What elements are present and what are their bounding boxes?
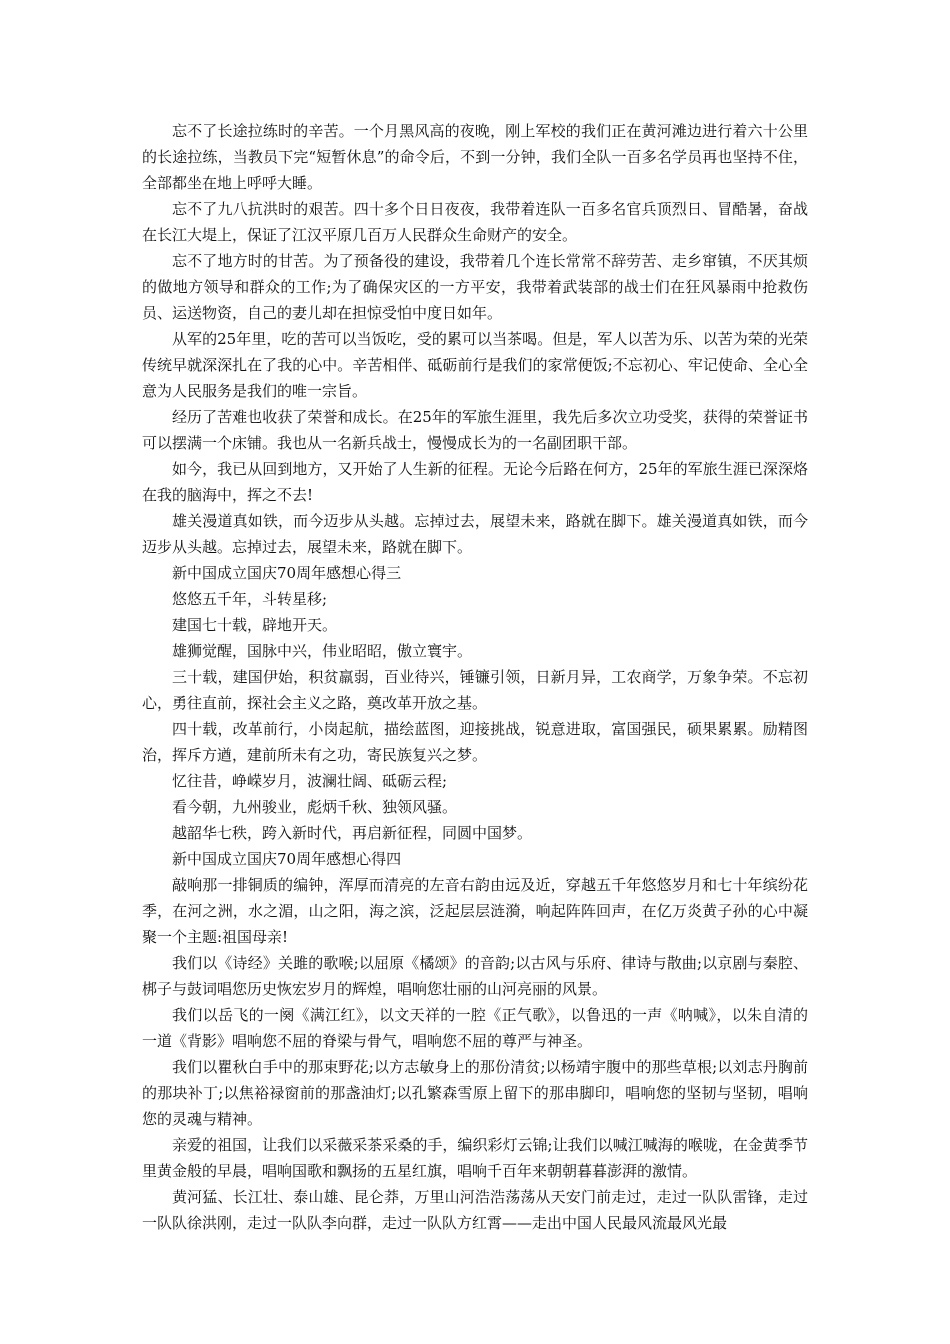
paragraph: 忘不了九八抗洪时的艰苦。四十多个日日夜夜，我带着连队一百多名官兵顶烈日、冒酷暑，奋战在长江大堤上，保证了江汉平原几百万人民群众生命财产的安全。 — [142, 200, 808, 244]
section-heading: 新中国成立国庆70周年感想心得三 — [172, 564, 402, 582]
document-body — [142, 118, 808, 1236]
paragraph: 经历了苦难也收获了荣誉和成长。在25年的军旅生涯里，我先后多次立功受奖，获得的荣誉证书可以摆满一个床铺。我也从一名新兵战士，慢慢成长为的一名副团职干部。 — [142, 408, 808, 452]
paragraph: 我们以瞿秋白手中的那束野花;以方志敏身上的那份清贫;以杨靖宇腹中的那些草根;以刘志丹胸前的那块补丁;以焦裕禄窗前的那盏油灯;以孔繁森雪原上留下的那串脚印，唱响您的坚韧与坚韧，唱响您的灵魂与精神。 — [142, 1058, 808, 1128]
paragraph: 如今，我已从回到地方，又开始了人生新的征程。无论今后路在何方，25年的军旅生涯已深深烙在我的脑海中，挥之不去! — [142, 460, 808, 504]
paragraph: 建国七十载，辟地开天。 — [172, 616, 338, 634]
paragraph: 四十载，改革前行，小岗起航，描绘蓝图，迎接挑战，锐意进取，富国强民，硕果累累。励精图治，挥斥方遒，建前所未有之功，寄民族复兴之梦。 — [142, 720, 808, 764]
paragraph: 雄关漫道真如铁，而今迈步从头越。忘掉过去，展望未来，路就在脚下。雄关漫道真如铁，而今迈步从头越。忘掉过去，展望未来，路就在脚下。 — [142, 512, 808, 556]
paragraph: 看今朝，九州骏业，彪炳千秋、独领风骚。 — [172, 798, 458, 816]
paragraph: 三十载，建国伊始，积贫羸弱，百业待兴，锤镰引领，日新月异，工农商学，万象争荣。不忘初心，勇往直前，探社会主义之路，奠改革开放之基。 — [142, 668, 808, 712]
paragraph: 敲响那一排铜质的编钟，浑厚而清亮的左音右韵由远及近，穿越五千年悠悠岁月和七十年缤纷花季，在河之洲，水之湄，山之阳，海之滨，泛起层层涟漪，响起阵阵回声，在亿万炎黄子孙的心中凝聚一个主题:祖国母亲! — [142, 876, 808, 946]
paragraph: 从军的25年里，吃的苦可以当饭吃，受的累可以当茶喝。但是，军人以苦为乐、以苦为荣的光荣传统早就深深扎在了我的心中。辛苦相伴、砥砺前行是我们的家常便饭;不忘初心、牢记使命、全心全意为人民服务是我们的唯一宗旨。 — [142, 330, 808, 400]
paragraph: 亲爱的祖国，让我们以采薇采茶采桑的手，编织彩灯云锦;让我们以喊江喊海的喉咙，在金黄季节里黄金般的早晨，唱响国歌和飘扬的五星红旗，唱响千百年来朝朝暮暮澎湃的激情。 — [142, 1136, 808, 1180]
section-heading: 新中国成立国庆70周年感想心得四 — [172, 850, 402, 868]
paragraph: 忘不了长途拉练时的辛苦。一个月黑风高的夜晚，刚上军校的我们正在黄河滩边进行着六十公里的长途拉练，当教员下完“短暂休息”的命令后，不到一分钟，我们全队一百多名学员再也坚持不住，全部都坐在地上呼呼大睡。 — [142, 122, 808, 192]
paragraph: 我们以岳飞的一阕《满江红》，以文天祥的一腔《正气歌》，以鲁迅的一声《呐喊》，以朱自清的一道《背影》唱响您不屈的脊梁与骨气，唱响您不屈的尊严与神圣。 — [142, 1006, 808, 1050]
paragraph: 悠悠五千年，斗转星移; — [172, 590, 328, 608]
paragraph: 忘不了地方时的甘苦。为了预备役的建设，我带着几个连长常常不辞劳苦、走乡窜镇，不厌其烦的做地方领导和群众的工作;为了确保灾区的一方平安，我带着武装部的战士们在狂风暴雨中抢救伤员、运送物资，自己的妻儿却在担惊受怕中度日如年。 — [142, 252, 808, 322]
paragraph: 我们以《诗经》关雎的歌喉;以屈原《橘颂》的音韵;以古风与乐府、律诗与散曲;以京剧与秦腔、梆子与鼓词唱您历史恢宏岁月的辉煌，唱响您壮丽的山河亮丽的风景。 — [142, 954, 808, 998]
paragraph: 黄河猛、长江壮、泰山雄、昆仑莽，万里山河浩浩荡荡从天安门前走过，走过一队队雷锋，走过一队队徐洪刚，走过一队队李向群，走过一队队方红霄——走出中国人民最风流最风光最 — [142, 1188, 808, 1232]
paragraph: 越韶华七秩，跨入新时代，再启新征程，同圆中国梦。 — [172, 824, 533, 842]
paragraph: 忆往昔，峥嵘岁月，波澜壮阔、砥砺云程; — [172, 772, 448, 790]
paragraph: 雄狮觉醒，国脉中兴，伟业昭昭，傲立寰宇。 — [172, 642, 473, 660]
